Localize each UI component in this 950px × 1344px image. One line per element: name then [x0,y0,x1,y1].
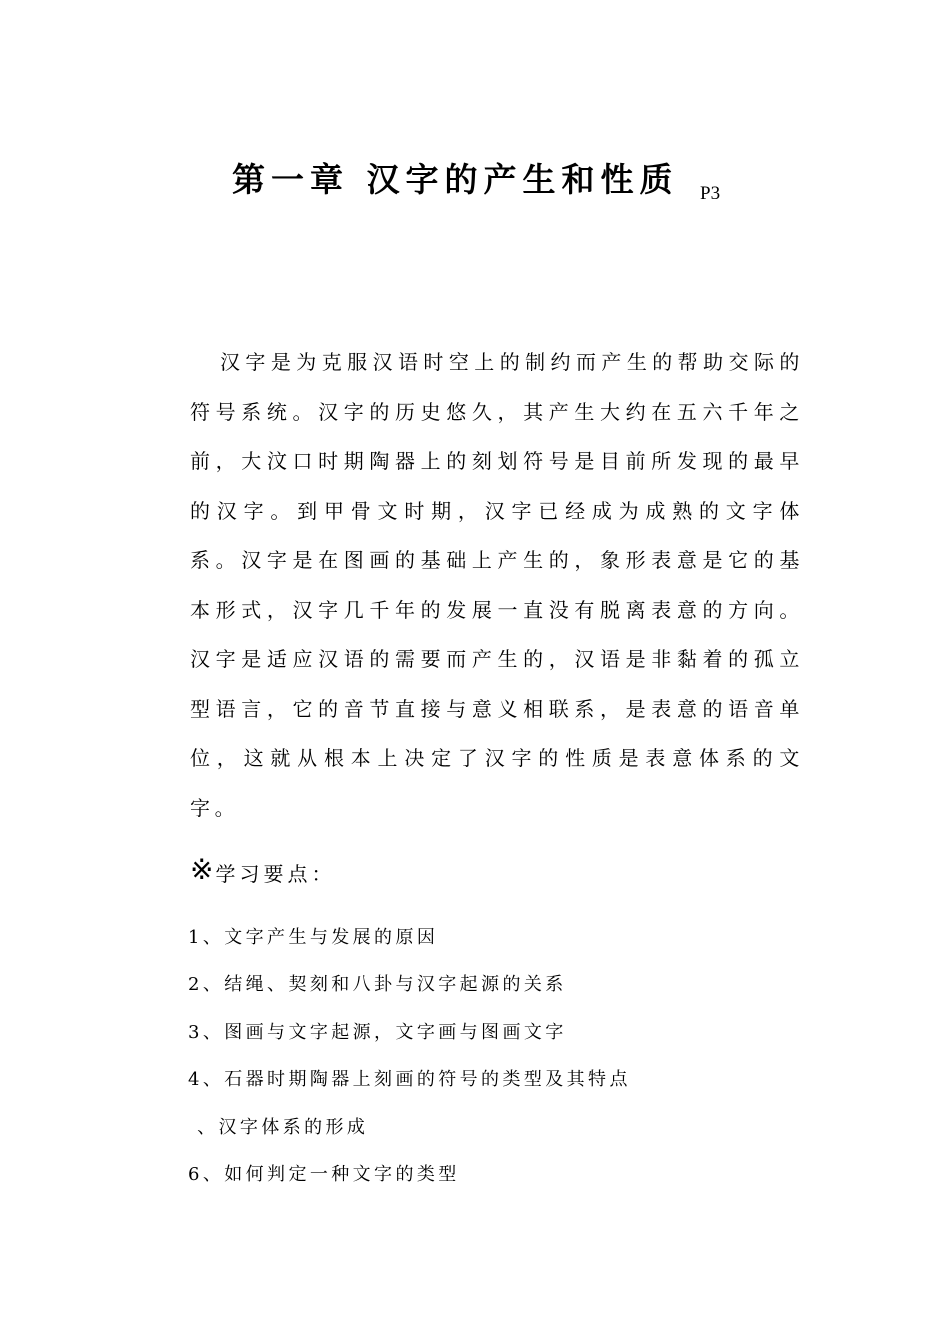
study-points-heading [190,852,335,892]
chapter-title: 第一章 汉字的产生和性质 [232,160,679,199]
title-row [232,156,792,216]
list-item: 1、文字产生与发展的原因 [188,927,439,948]
body-paragraph: 汉字是为克服汉语时空上的制约而产生的帮助交际的符号系统。汉字的历史悠久，其产生大约在五六千年之前，大汶口时期陶器上的刻划符号是目前所发现的最早的汉字。到甲骨文时期，汉字已经成为成熟的文字体系。汉字是在图画的基础上产生的，象形表意是它的基本形式，汉字几千年的发展一直没有脱离表意的方向。汉字是适应汉语的需要而产生的，汉语是非黏着的孤立型语言，它的音节直接与意义相联系，是表意的语音单位，这就从根本上决定了汉字的性质是表意体系的文字。 [190,350,804,820]
reference-mark-icon: ※ [190,853,216,886]
list-item: 4、石器时期陶器上刻画的符号的类型及其特点 [188,1069,631,1091]
study-points-label: 学习要点： [215,862,336,886]
list-item: 2、结绳、契刻和八卦与汉字起源的关系 [188,974,567,996]
list-item: 6、如何判定一种文字的类型 [188,1163,460,1185]
list-item: 3、图画与文字起源，文字画与图画文字 [188,1021,567,1043]
list-item: 、汉字体系的形成 [188,1116,369,1138]
study-points-list [188,920,631,1204]
page-reference: P3 [700,183,721,204]
